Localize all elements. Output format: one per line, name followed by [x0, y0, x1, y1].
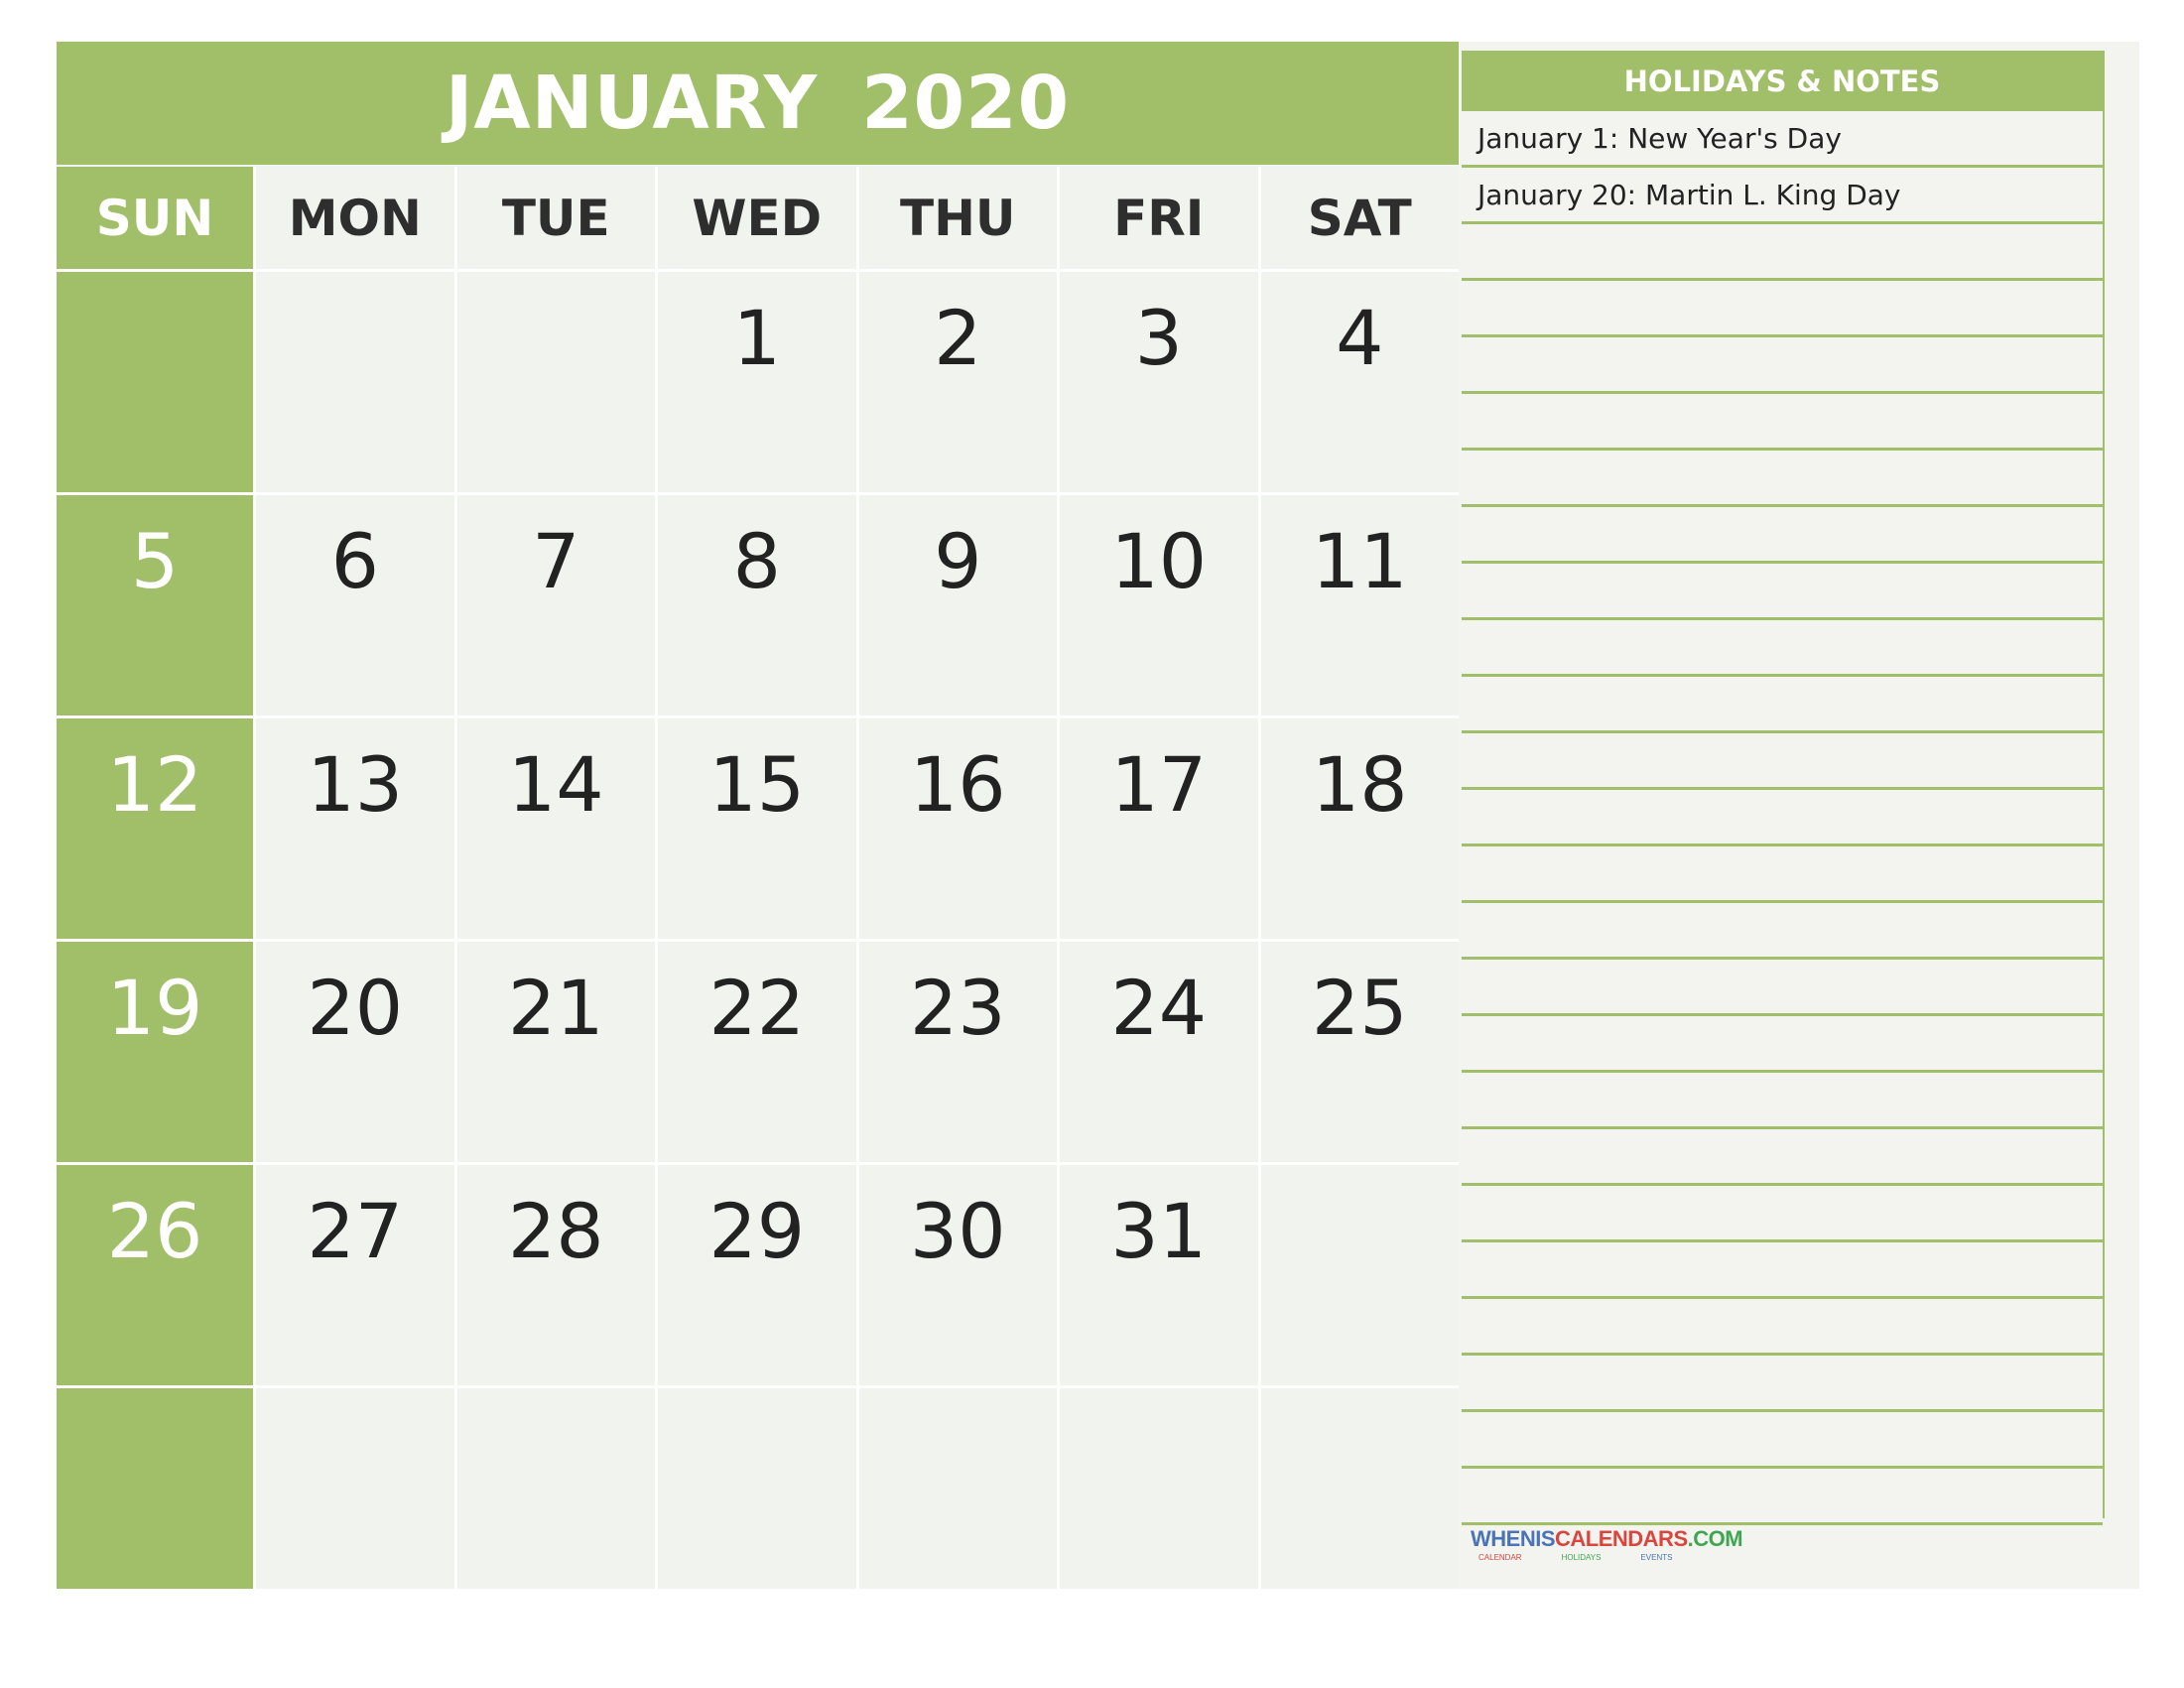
calendar-grid — [57, 167, 1459, 1589]
note-line — [1462, 903, 2103, 960]
note-line — [1462, 1412, 2103, 1469]
day-cell: 5 — [57, 495, 253, 715]
notes-lines — [1462, 111, 2103, 1525]
empty-day-cell — [1261, 1165, 1460, 1385]
logo-part-2: CALENDARS — [1555, 1526, 1688, 1551]
day-cell: 8 — [658, 495, 856, 715]
day-cell: 3 — [1060, 272, 1258, 492]
day-cell: 4 — [1261, 272, 1460, 492]
day-cell: 15 — [658, 718, 856, 939]
note-line — [1462, 1129, 2103, 1186]
notes-title: HOLIDAYS & NOTES — [1462, 51, 2103, 111]
note-line — [1462, 1186, 2103, 1242]
month-name: JANUARY — [445, 61, 819, 146]
note-line — [1462, 1356, 2103, 1412]
day-cell: 21 — [457, 942, 656, 1162]
note-line — [1462, 1016, 2103, 1073]
empty-day-cell — [256, 1388, 454, 1589]
day-cell: 31 — [1060, 1165, 1258, 1385]
weekday-header-tue: TUE — [457, 167, 656, 269]
note-line — [1462, 1469, 2103, 1525]
note-line — [1462, 507, 2103, 564]
note-line — [1462, 677, 2103, 733]
weekday-header-wed: WED — [658, 167, 856, 269]
weekday-header-thu: THU — [859, 167, 1058, 269]
note-line — [1462, 846, 2103, 903]
empty-day-cell — [256, 272, 454, 492]
day-cell: 12 — [57, 718, 253, 939]
day-cell: 26 — [57, 1165, 253, 1385]
day-cell: 22 — [658, 942, 856, 1162]
day-cell: 20 — [256, 942, 454, 1162]
day-cell: 7 — [457, 495, 656, 715]
note-line — [1462, 337, 2103, 394]
day-cell: 28 — [457, 1165, 656, 1385]
site-logo — [1471, 1526, 1742, 1562]
day-cell: 6 — [256, 495, 454, 715]
empty-day-cell — [57, 272, 253, 492]
logo-sub-2: HOLIDAYS — [1561, 1553, 1602, 1562]
day-cell: 24 — [1060, 942, 1258, 1162]
logo-part-1: WHENIS — [1471, 1526, 1555, 1551]
year: 2020 — [861, 61, 1071, 146]
note-line — [1462, 1299, 2103, 1356]
weekday-header-fri: FRI — [1060, 167, 1258, 269]
weekday-header-sat: SAT — [1261, 167, 1460, 269]
month-title — [57, 42, 1459, 165]
empty-day-cell — [859, 1388, 1058, 1589]
note-line — [1462, 1242, 2103, 1299]
day-cell: 14 — [457, 718, 656, 939]
empty-day-cell — [57, 1388, 253, 1589]
empty-day-cell — [457, 272, 656, 492]
empty-day-cell — [1261, 1388, 1460, 1589]
day-cell: 10 — [1060, 495, 1258, 715]
note-line — [1462, 733, 2103, 790]
holidays-notes-panel — [1462, 51, 2105, 1518]
note-line — [1462, 620, 2103, 677]
note-line — [1462, 1073, 2103, 1129]
weekday-header-mon: MON — [256, 167, 454, 269]
note-line — [1462, 394, 2103, 451]
day-cell: 27 — [256, 1165, 454, 1385]
note-line — [1462, 224, 2103, 281]
note-line — [1462, 564, 2103, 620]
day-cell: 30 — [859, 1165, 1058, 1385]
day-cell: 1 — [658, 272, 856, 492]
logo-sub-3: EVENTS — [1640, 1553, 1673, 1562]
day-cell: 19 — [57, 942, 253, 1162]
day-cell: 9 — [859, 495, 1058, 715]
day-cell: 13 — [256, 718, 454, 939]
note-line: January 20: Martin L. King Day — [1462, 168, 2103, 224]
day-cell: 17 — [1060, 718, 1258, 939]
day-cell: 25 — [1261, 942, 1460, 1162]
empty-day-cell — [457, 1388, 656, 1589]
day-cell: 2 — [859, 272, 1058, 492]
note-line — [1462, 451, 2103, 507]
day-cell: 29 — [658, 1165, 856, 1385]
weekday-header-sun: SUN — [57, 167, 253, 269]
day-cell: 16 — [859, 718, 1058, 939]
logo-sub-1: CALENDAR — [1478, 1553, 1522, 1562]
logo-part-3: .COM — [1687, 1526, 1743, 1551]
empty-day-cell — [658, 1388, 856, 1589]
note-line: January 1: New Year's Day — [1462, 111, 2103, 168]
empty-day-cell — [1060, 1388, 1258, 1589]
note-line — [1462, 960, 2103, 1016]
day-cell: 11 — [1261, 495, 1460, 715]
day-cell: 18 — [1261, 718, 1460, 939]
day-cell: 23 — [859, 942, 1058, 1162]
note-line — [1462, 790, 2103, 846]
note-line — [1462, 281, 2103, 337]
